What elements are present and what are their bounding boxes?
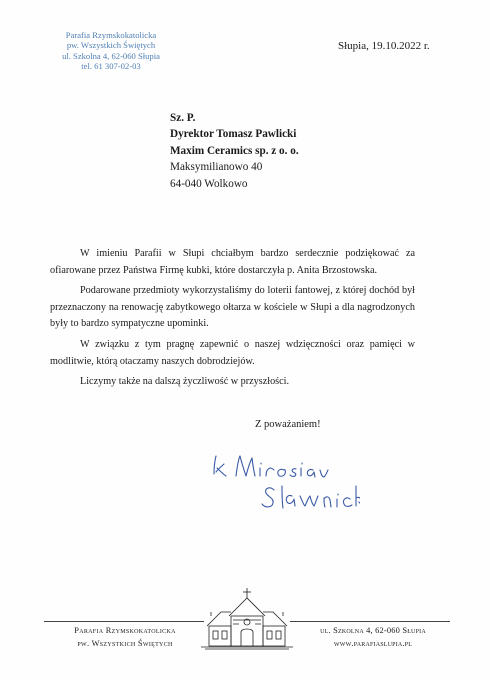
church-illustration-icon bbox=[199, 586, 295, 652]
letter-body bbox=[50, 246, 415, 395]
recipient-name: Dyrektor Tomasz Pawlicki bbox=[170, 128, 297, 141]
footer-divider-left bbox=[44, 621, 204, 622]
footer-right-line-2: www.parafiaslupia.pl bbox=[333, 639, 413, 648]
body-paragraph-2: Podarowane przedmioty wykorzystaliśmy do loterii fantowej, z której dochód był przeznaczony na renowację zabytkowego ołtarza w kościele w Słupi a dla nagrodzonych były to bardzo sympatyczne upominki. bbox=[50, 285, 415, 330]
stamp-line-1: Parafia Rzymskokatolicka bbox=[65, 30, 157, 40]
stamp-line-3: ul. Szkolna 4, 62-060 Słupia bbox=[62, 50, 160, 61]
stamp-line-4: tel. 61 307-02-03 bbox=[81, 61, 141, 72]
body-paragraph-4: Liczymy także na dalszą życzliwość w przyszłości. bbox=[80, 376, 290, 388]
letter-date: Słupia, 19.10.2022 r. bbox=[338, 40, 430, 52]
footer-right-line-1: ul. Szkolna 4, 62-060 Słupia bbox=[320, 626, 426, 635]
footer-divider-right bbox=[290, 621, 450, 622]
footer-address bbox=[298, 624, 448, 650]
recipient-block bbox=[170, 110, 299, 192]
body-paragraph-1: W imieniu Parafii w Słupi chciałbym bardzo serdecznie podziękować za ofiarowane przez Państwa Firmę kubki, które dostarczyła p. Anita Brzostowska. bbox=[50, 248, 415, 276]
stamp-line-2: pw. Wszystkich Świętych bbox=[66, 40, 156, 51]
recipient-salutation: Sz. P. bbox=[170, 112, 196, 124]
parish-stamp bbox=[46, 30, 176, 72]
recipient-city: 64-040 Wolkowo bbox=[170, 177, 248, 190]
footer-left-line-2: pw. Wszystkich Świętych bbox=[77, 639, 173, 648]
footer-left-line-1: Parafia Rzymskokatolicka bbox=[74, 626, 176, 635]
body-paragraph-3: W związku z tym pragnę zapewnić o naszej wdzięczności oraz pamięci w modlitwie, którą otaczamy naszych dobrodziejów. bbox=[50, 338, 415, 367]
recipient-company: Maxim Ceramics sp. z o. o. bbox=[170, 144, 299, 157]
closing-phrase: Z poważaniem! bbox=[255, 419, 321, 430]
recipient-street: Maksymilianowo 40 bbox=[170, 161, 263, 174]
handwritten-signature bbox=[200, 446, 360, 516]
footer-parish-name bbox=[50, 624, 200, 650]
